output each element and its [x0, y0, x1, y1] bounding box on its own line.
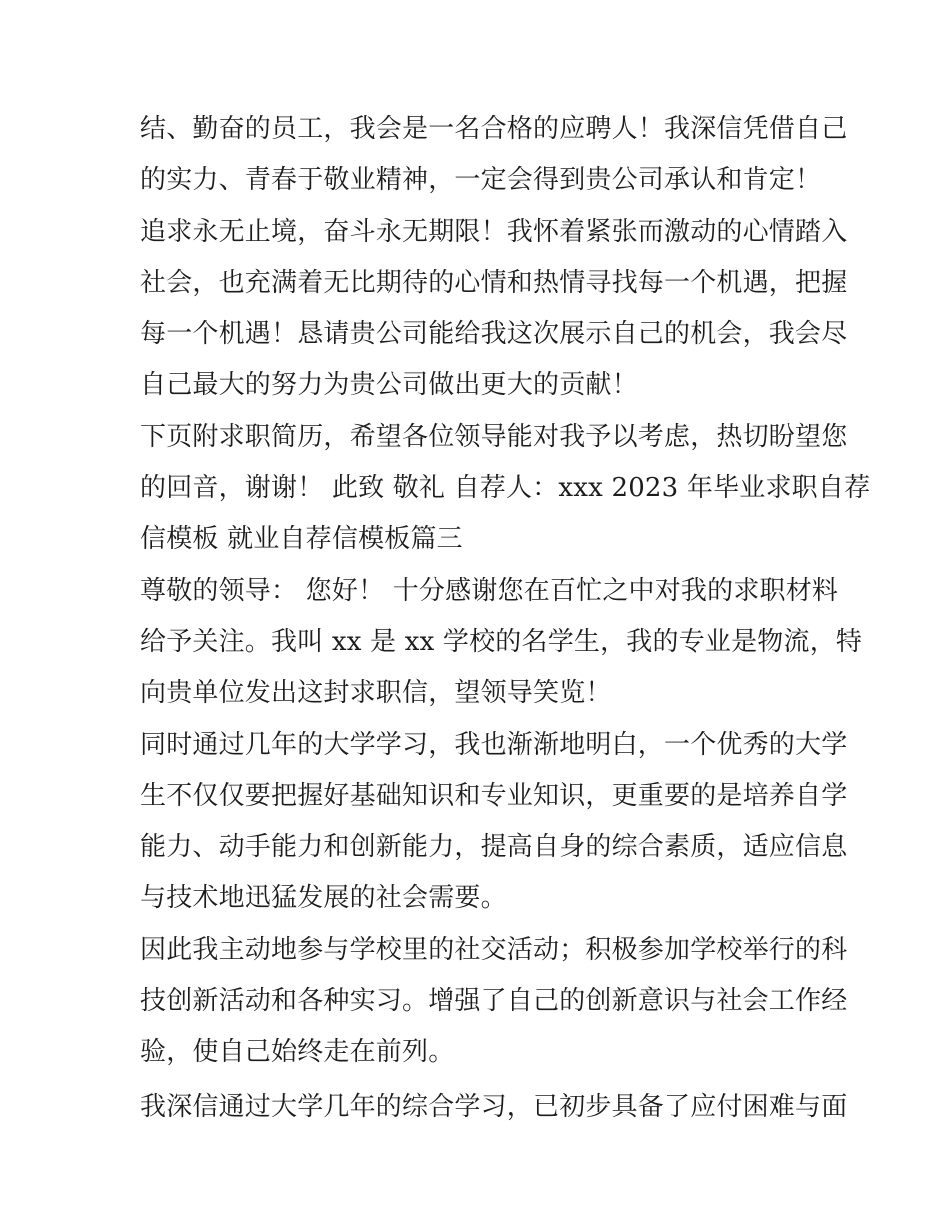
text-line: 尊敬的领导： 您好！ 十分感谢您在百忙之中对我的求职材料 [140, 575, 839, 606]
text-line: 因此我主动地参与学校里的社交活动；积极参加学校举行的科 [140, 934, 848, 965]
text-line: 我深信通过大学几年的综合学习，已初步具备了应付困难与面 [140, 1091, 848, 1122]
text-line: 每一个机遇！恳请贵公司能给我这次展示自己的机会，我会尽 [140, 319, 848, 350]
text-line: 信模板 就业自荐信模板篇三 [140, 524, 463, 555]
text-line: 同时通过几年的大学学习，我也渐渐地明白，一个优秀的大学 [140, 729, 848, 760]
text-line: 追求永无止境，奋斗永无期限！我怀着紧张而激动的心情踏入 [140, 216, 848, 247]
text-line: 能力、动手能力和创新能力，提高自身的综合素质，适应信息 [140, 832, 848, 863]
text-line: 下页附求职简历，希望各位领导能对我予以考虑，热切盼望您 [140, 421, 848, 452]
document-body [140, 104, 871, 1133]
text-line: 的回音，谢谢！ 此致 敬礼 自荐人：xxx 2023 年毕业求职自荐 [140, 473, 871, 504]
text-line: 给予关注。我叫 xx 是 xx 学校的名学生，我的专业是物流，特 [140, 626, 863, 657]
text-line: 技创新活动和各种实习。增强了自己的创新意识与社会工作经 [140, 986, 848, 1017]
text-line: 向贵单位发出这封求职信，望领导笑览！ [140, 678, 612, 709]
text-line: 验，使自己始终走在前列。 [140, 1037, 455, 1068]
text-line: 自己最大的努力为贵公司做出更大的贡献！ [140, 370, 638, 401]
text-line: 的实力、青春于敬业精神，一定会得到贵公司承认和肯定！ [140, 165, 822, 196]
text-line: 结、勤奋的员工，我会是一名合格的应聘人！我深信凭借自己 [140, 114, 848, 144]
text-line: 社会，也充满着无比期待的心情和热情寻找每一个机遇，把握 [140, 267, 848, 298]
text-line: 生不仅仅要把握好基础知识和专业知识，更重要的是培养自学 [140, 780, 848, 811]
text-line: 与技术地迅猛发展的社会需要。 [140, 883, 507, 914]
